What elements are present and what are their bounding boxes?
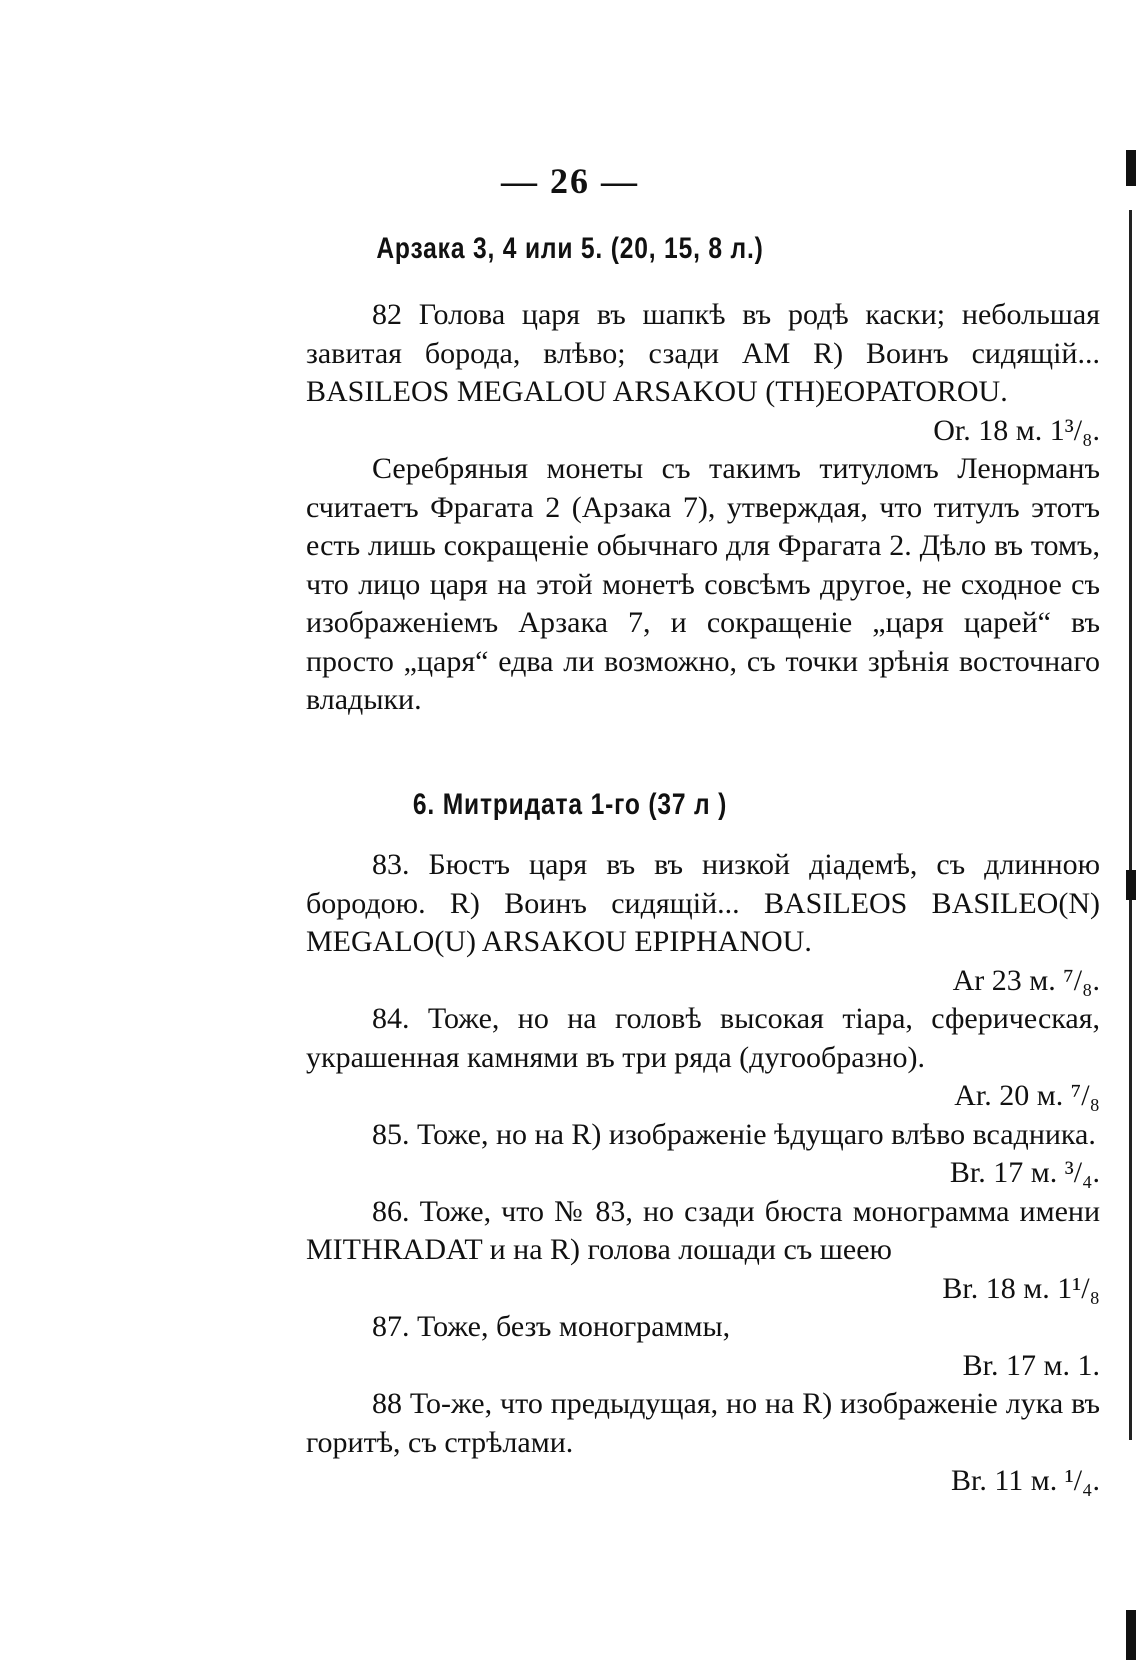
entry-86-meta: Br. 18 м. 1¹/₈ bbox=[942, 1271, 1100, 1305]
entry-87-text: 87. Тоже, безъ монограммы, bbox=[372, 1310, 731, 1343]
entry-84-text: 84. Тоже, но на головѣ высокая тіара, сферическая, украшенная камнями въ три ряда (дугообразно). bbox=[306, 1002, 1100, 1074]
page-edge-mark bbox=[1126, 870, 1136, 900]
page-number: — 26 — bbox=[501, 161, 639, 201]
entry-87-meta: Br. 17 м. 1. bbox=[962, 1348, 1100, 1382]
entry-86-text: 86. Тоже, что № 83, но сзади бюста монограмма имени MITHRADAT и на R) голова лошади съ шеею bbox=[306, 1194, 1100, 1266]
section-mithridates-body bbox=[306, 846, 1100, 1501]
entry-83-text: 83. Бюстъ царя въ въ низкой діадемѣ, съ длинною бородою. R) Воинъ сидящій... BASILEOS BASILEO(N) MEGALO(U) ARSAKOU EPIPHANOU. bbox=[306, 848, 1100, 958]
entry-88-meta: Br. 11 м. ¹/₄. bbox=[950, 1464, 1100, 1497]
page-edge-mark bbox=[1126, 150, 1136, 186]
page-edge-mark bbox=[1126, 1610, 1136, 1660]
entry-85-meta: Br. 17 м. ³/₄. bbox=[949, 1156, 1100, 1189]
entry-88 bbox=[306, 1385, 1100, 1501]
entry-85 bbox=[306, 1116, 1100, 1193]
entry-86 bbox=[306, 1193, 1100, 1309]
entry-88-text: 88 То-же, что предыдущая, но на R) изображеніе лука въ горитѣ, съ стрѣлами. bbox=[306, 1387, 1100, 1459]
entry-85-text: 85. Тоже, но на R) изображеніе ѣдущаго влѣво всадника. bbox=[372, 1117, 1096, 1151]
section-heading-arsaces: Арзака 3, 4 или 5. (20, 15, 8 л.) bbox=[376, 232, 764, 265]
entry-84-meta: Ar. 20 м. ⁷/₈ bbox=[954, 1079, 1100, 1112]
section-arsaces-body bbox=[306, 296, 1100, 720]
entry-83-meta: Ar 23 м. ⁷/₈. bbox=[952, 963, 1100, 997]
entry-84 bbox=[306, 1000, 1100, 1116]
entry-82-text: 82 Голова царя въ шапкѣ въ родѣ каски; небольшая завитая борода, влѣво; сзади AM R) Воинъ сидящій... BASILEOS MEGALOU ARSAKOU (TH)EOPATOROU. bbox=[306, 298, 1100, 408]
entry-82 bbox=[306, 296, 1100, 450]
section-heading-mithridates: 6. Митридата 1-го (37 л ) bbox=[412, 788, 728, 821]
commentary-paragraph: Серебряныя монеты съ такимъ титуломъ Ленорманъ считаетъ Фрагата 2 (Арзака 7), утверждая, что титулъ этотъ есть лишь сокращеніе обычнаго для Фрагата 2. Дѣло въ томъ, что лицо царя на этой монетѣ совсѣмъ другое, не сходное съ изображеніемъ Арзака 7, и сокращеніе „царя царей“ въ просто „царя“ едва ли возможно, съ точки зрѣнія восточнаго владыки. bbox=[306, 452, 1100, 716]
page-edge-line bbox=[1129, 210, 1132, 1440]
entry-87 bbox=[306, 1308, 1100, 1385]
entry-83 bbox=[306, 846, 1100, 1000]
entry-82-meta: Or. 18 м. 1³/₈. bbox=[933, 413, 1100, 447]
